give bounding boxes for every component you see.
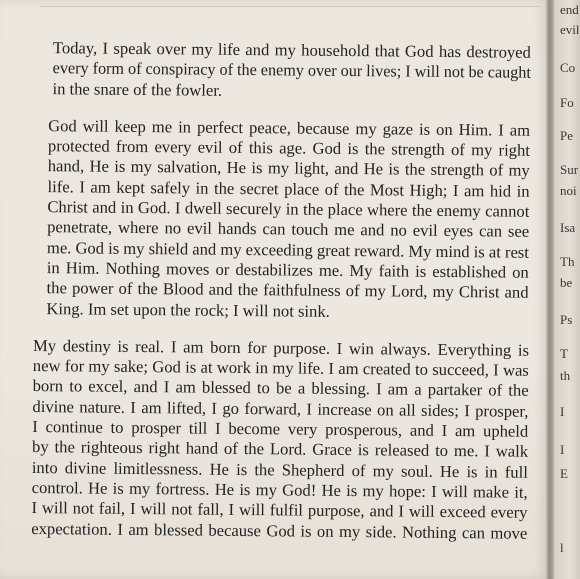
text-line: born to excel, and I am blessed to be a blessing. I am a partaker of the [32, 376, 529, 401]
text-line: me. God is my shield and my exceeding great reward. My mind is at rest [46, 237, 529, 262]
text-line: in Him. Nothing moves or destabilizes me. My faith is established on [46, 258, 529, 282]
facing-page-fragment: Sur [560, 162, 579, 177]
facing-page-fragment: th [560, 368, 571, 383]
facing-page [554, 0, 580, 579]
facing-page-fragment: Fo [560, 95, 574, 110]
facing-page-fragment: Th [560, 254, 575, 269]
facing-page-fragment: Ps [560, 312, 573, 327]
text-line: penetrate, where no evil hands can touch me and no evil eyes can see [47, 217, 530, 242]
text-line: the power of the Blood and the faithfulness of my Lord, my Christ and [46, 278, 529, 303]
paragraph-1 [35, 38, 531, 104]
paragraph-3 [31, 336, 529, 544]
text-line: every form of conspiracy of the enemy over our lives; I will not be caught [52, 58, 531, 83]
text-line: into divine limitlessness. He is the Shepherd of my soul. He is in full [31, 457, 528, 482]
facing-page-fragment: be [560, 275, 573, 290]
facing-page-fragment: evil [560, 22, 580, 37]
text-line: life. I am kept safely in the secret place of the Most High; I am hid in [47, 176, 530, 201]
text-line: Christ and in God. I dwell securely in the place where the enemy cannot [47, 197, 530, 221]
facing-page-fragment: end [560, 2, 579, 17]
text-line: King. Im set upon the rock; I will not sink. [46, 298, 330, 321]
page-top-edge [40, 6, 540, 7]
text-line: God will keep me in perfect peace, because my gaze is on Him. I am [48, 116, 531, 140]
text-line: in the snare of the fowler. [52, 78, 223, 100]
facing-page-fragment: Co [560, 60, 576, 75]
facing-page-fragment: I [560, 404, 565, 419]
paragraph-2 [33, 116, 530, 324]
facing-page-fragment: Pe [560, 128, 573, 143]
facing-page-fragment: Isa [560, 220, 576, 235]
text-line: divine nature. I am lifted, I go forward, I increase on all sides; I prosper, [32, 396, 529, 421]
text-line: Today, I speak over my life and my household that God has destroyed [52, 38, 531, 62]
text-line: control. He is my fortress. He is my God! He is my hope: I will make it, [31, 477, 528, 502]
text-line: by the righteous right hand of the Lord. Grace is released to me. I walk [31, 437, 529, 462]
book-gutter [546, 0, 554, 579]
text-line: I continue to prosper till I become very prosperous, and I am upheld [32, 417, 529, 441]
facing-page-fragment: noi [560, 183, 577, 198]
text-line: protected from every evil of this age. God is the strength of my right [47, 136, 531, 160]
text-line: new for my sake; God is at work in my life. I am created to succeed, I was [32, 356, 529, 380]
facing-page-fragment: l [560, 540, 564, 555]
text-line: My destiny is real. I am born for purpose. I win always. Everything is [32, 335, 530, 360]
text-line: expectation. I am blessed because God is on my side. Nothing can move [31, 518, 528, 543]
facing-page-fragment: T [560, 346, 568, 361]
facing-page-fragment: E [560, 466, 568, 481]
text-line: I will not fail, I will not fall, I will fulfil purpose, and I will exceed every [31, 498, 528, 522]
page-text [31, 38, 534, 561]
facing-page-fragment: I [560, 442, 565, 457]
text-line: hand, He is my salvation, He is my light, and He is the strength of my [47, 156, 530, 181]
